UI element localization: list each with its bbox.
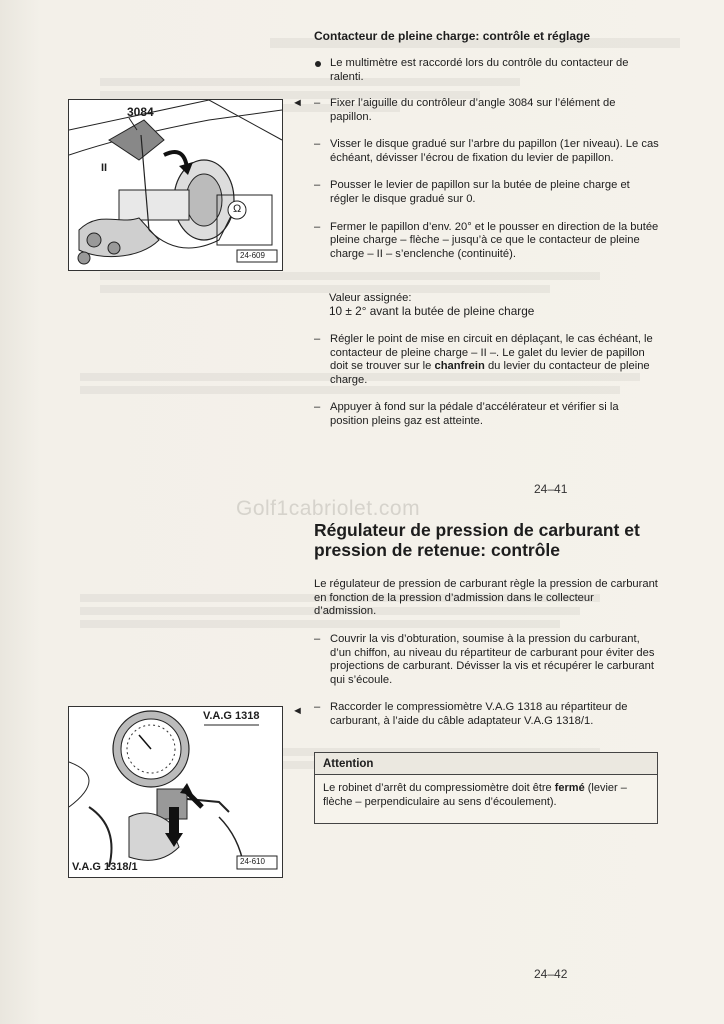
list-item: – Couvrir la vis d’obturation, soumise à la pression du carburant, d’un chiffon, au niveau du répartiteur de carburant pour éviter des projections de carburant. Dévisser la vis et récupérer le carburant qui s’écoule. [314,633,655,686]
section-title-fuel-pressure: Régulateur de pression de carburant et pression de retenue: contrôle [314,520,640,560]
step-list-2 [314,633,660,743]
emphasis-ferme: fermé [554,782,585,794]
section-heading-full-load-switch: Contacteur de pleine charge: contrôle et réglage [314,29,591,43]
step-list-1b [314,333,660,443]
list-item: – Fermer le papillon d’env. 20° et le pousser en direction de la butée pleine charge – flèche – jusqu’à ce que le contacteur de pleine charge – II – s’enclenche (continuité). [314,220,659,260]
attention-box [314,752,658,824]
spec-value: 10 ± 2° avant la butée de pleine charge [329,304,535,318]
list-item: – Régler le point de mise en circuit en déplaçant, le cas échéant, le contacteur de pleine charge – II –. Le galet du levier de papillon doit se trouver sur le chanfrein du levier du contacteur de pleine charge. [314,333,653,386]
figure-id-24-610: 24-610 [240,857,265,866]
attention-text: Le robinet d’arrêt du compressiomètre doit être fermé (levier – flèche – perpendiculaire au sens d’écoulement). [323,782,627,808]
bullet-dot-icon [315,61,321,67]
emphasis-chanfrein: chanfrein [434,360,485,373]
intro-bullet-text: Le multimètre est raccordé lors du contrôle du contacteur de ralenti. [330,57,629,83]
list-item: – Pousser le levier de papillon sur la butée de pleine charge et régler le disque gradué sur 0. [314,179,630,205]
figure-id-24-609: 24-609 [240,251,265,260]
spec-label: Valeur assignée: [329,292,412,304]
list-item: – Fixer l’aiguille du contrôleur d’angle 3084 sur l’élément de papillon. [314,97,616,123]
list-item: – Appuyer à fond sur la pédale d’accélérateur et vérifier si la position pleins gaz est atteinte. [314,401,619,427]
ohm-icon: Ω [233,203,242,215]
adapter-label-vag1318-1: V.A.G 1318/1 [72,861,138,873]
gauge-label-vag1318: V.A.G 1318 [203,710,260,722]
throttle-body-illustration [69,100,282,270]
watermark: Golf1cabriolet.com [236,497,421,520]
attention-title: Attention [315,753,657,775]
figure-pointer-arrow-icon: ◄ [292,97,303,109]
tool-label-3084: 3084 [127,105,154,119]
figure-throttle-angle-tester [68,99,283,271]
switch-label-II: II [101,162,108,174]
pressure-gauge-illustration [69,707,282,877]
list-item: – Visser le disque gradué sur l’arbre du papillon (1er niveau). Le cas échéant, dévisser l’écrou de fixation du levier de papillon. [314,138,659,164]
step-list-1 [314,97,660,275]
list-item: – Raccorder le compressiomètre V.A.G 1318 au répartiteur de carburant, à l’aide du câble adaptateur V.A.G 1318/1. [314,701,628,727]
page-number-24-42: 24–42 [534,967,568,981]
figure-pointer-arrow-icon: ◄ [292,705,303,717]
page-number-24-41: 24–41 [534,482,568,496]
section2-intro: Le régulateur de pression de carburant règle la pression de carburant en fonction de la pression d’admission dans le collecteur d’admission. [314,578,658,618]
intro-bullet [314,57,660,98]
figure-pressure-gauge [68,706,283,878]
